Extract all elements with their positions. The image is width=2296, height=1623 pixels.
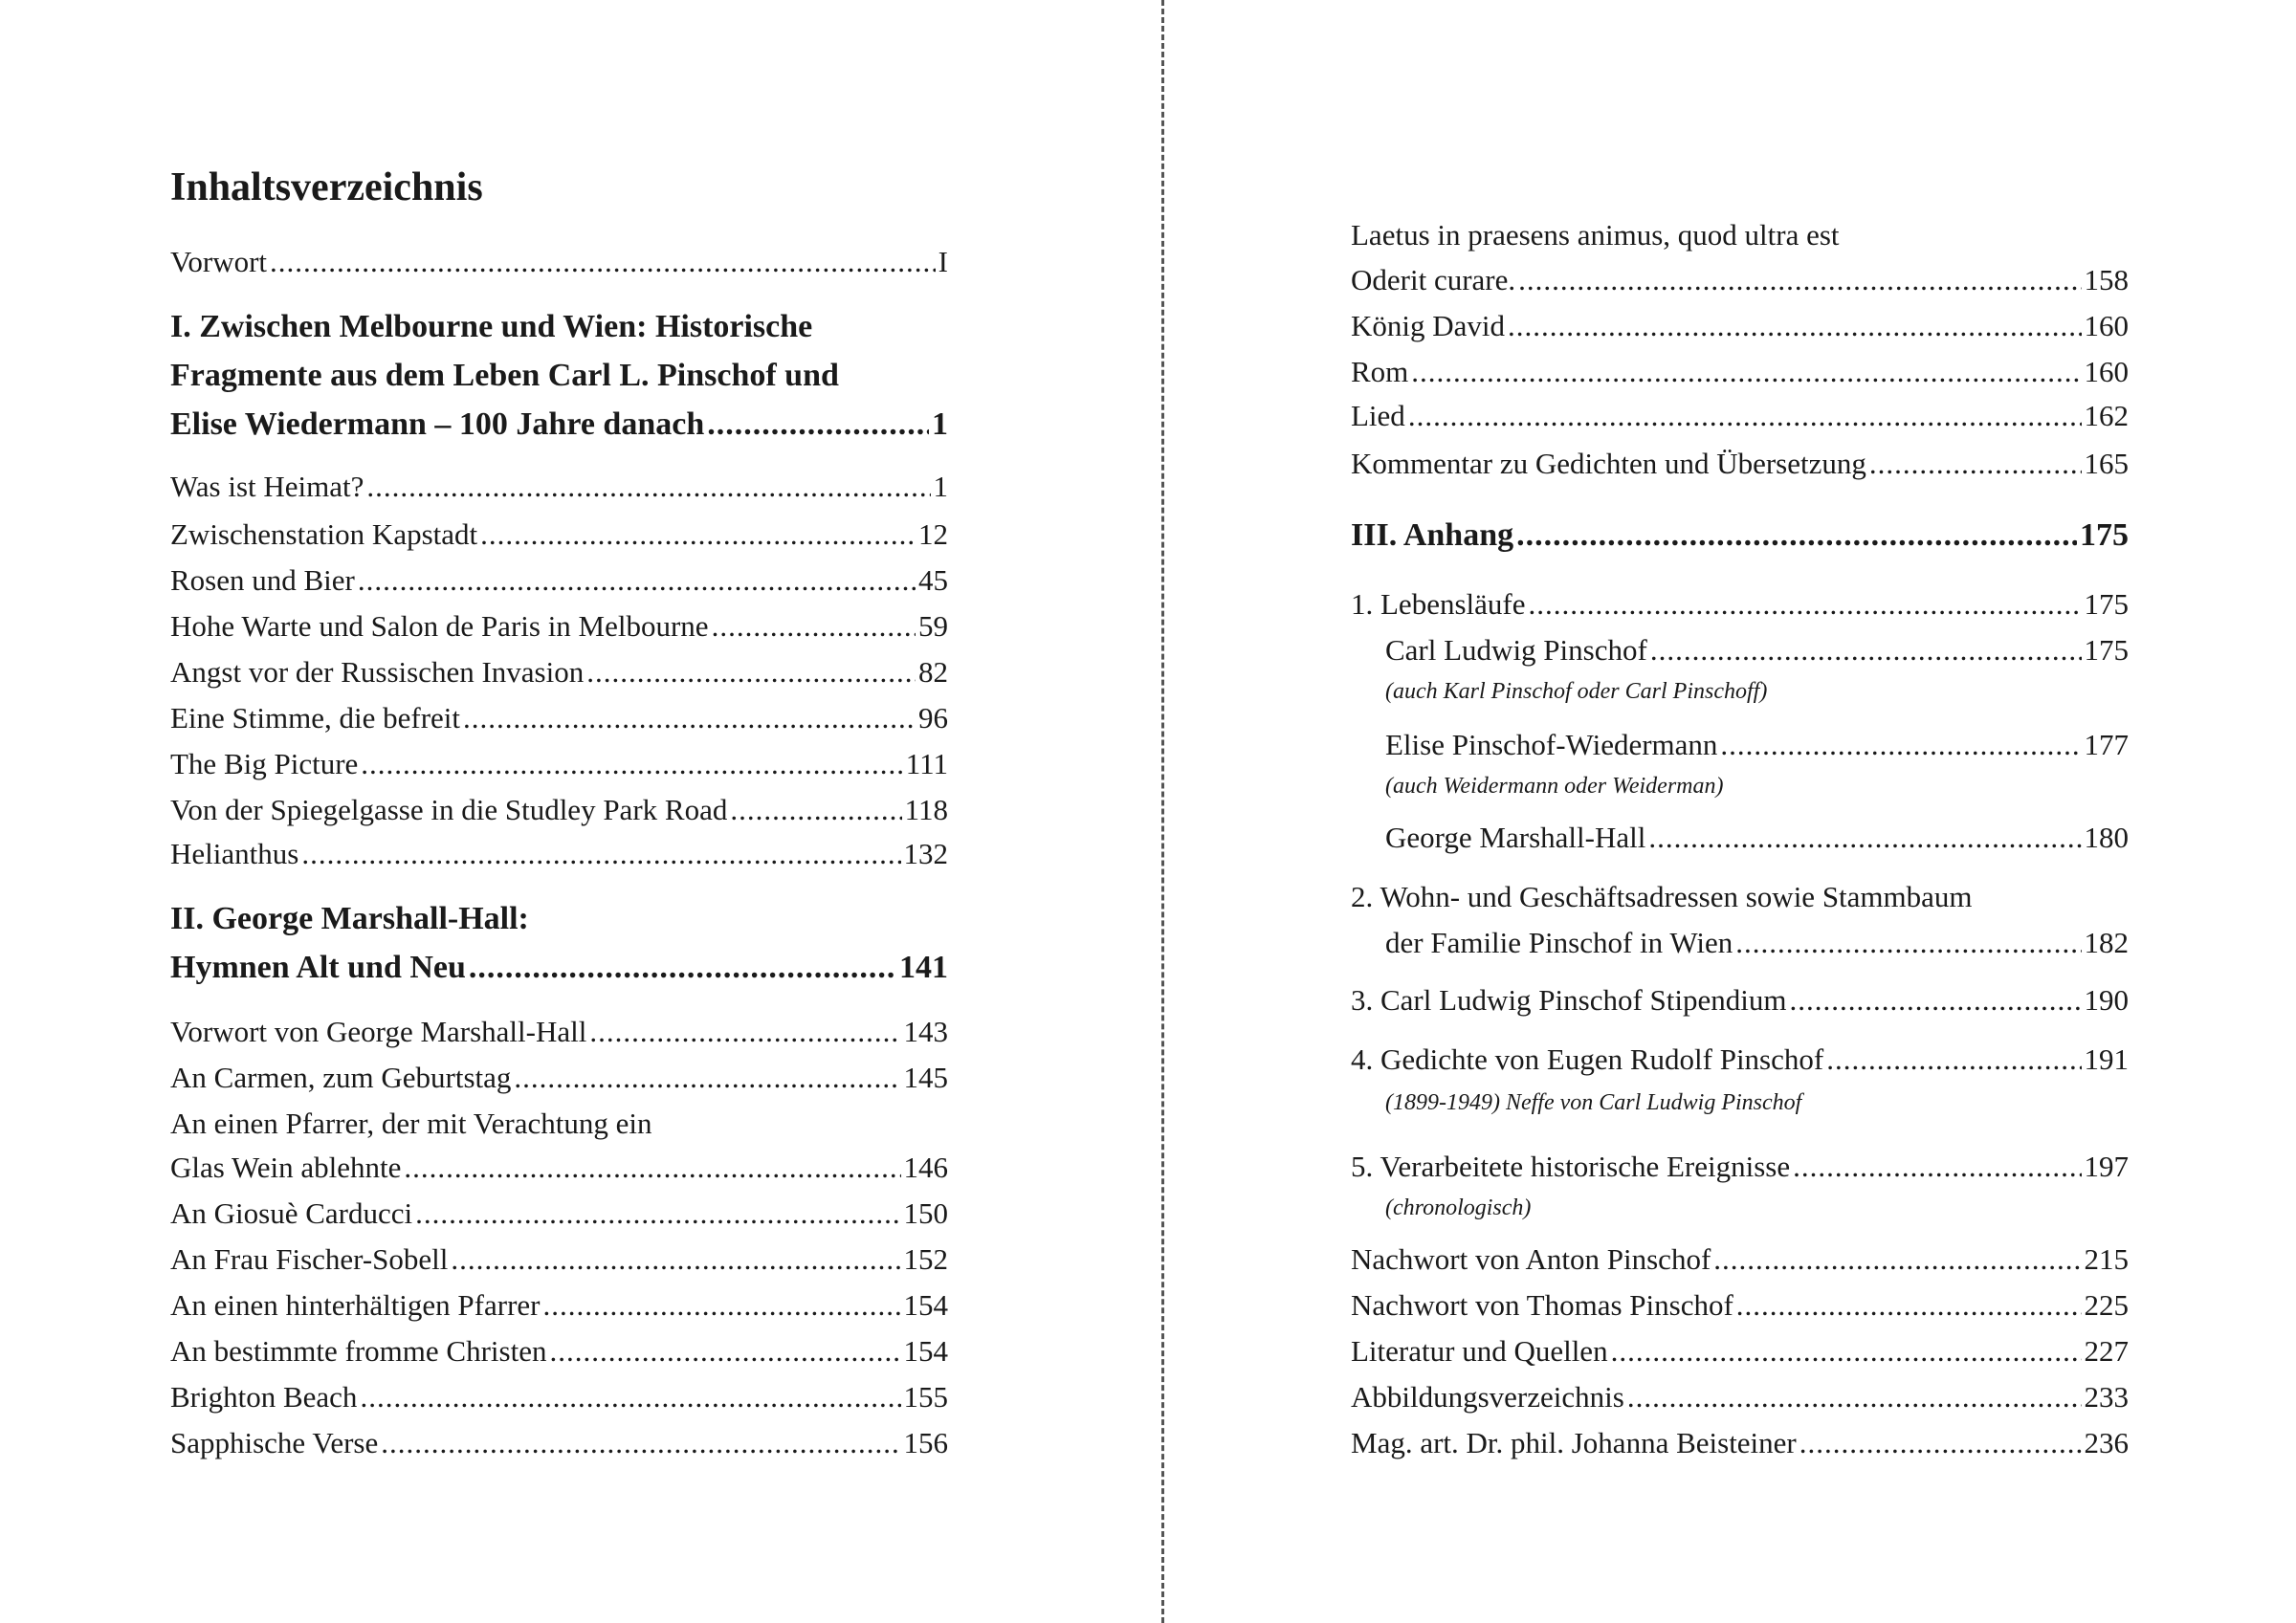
- toc-entry[interactable]: [1351, 394, 2129, 438]
- page-number: 165: [2084, 447, 2129, 480]
- page-number: 154: [903, 1334, 948, 1368]
- entry-title: Carl Ludwig Pinschof: [1385, 633, 1647, 667]
- entry-title: Sapphische Verse: [170, 1426, 379, 1459]
- entry-note: (1899-1949) Neffe von Carl Ludwig Pinschof: [1385, 1090, 1802, 1115]
- page-number: 150: [903, 1196, 948, 1230]
- part-heading[interactable]: [1351, 512, 2129, 559]
- entry-title: Literatur und Quellen: [1351, 1334, 1608, 1368]
- dot-leader: [730, 788, 901, 832]
- toc-entry[interactable]: [170, 1238, 948, 1282]
- dot-leader: [549, 1329, 900, 1373]
- dot-leader: [1411, 350, 2081, 394]
- entry-title: An bestimmte fromme Christen: [170, 1334, 547, 1368]
- page-number: 145: [903, 1061, 948, 1094]
- entry-title: Oderit curare.: [1351, 263, 1516, 296]
- entry-title: III. Anhang: [1351, 517, 1514, 553]
- page-title: Inhaltsverzeichnis: [170, 165, 483, 209]
- toc-entry[interactable]: [170, 513, 948, 557]
- entry-title: der Familie Pinschof in Wien: [1385, 926, 1733, 959]
- toc-entry[interactable]: [1351, 304, 2129, 348]
- page-number: 162: [2084, 399, 2129, 432]
- entry-title: An einen hinterhältigen Pfarrer: [170, 1288, 541, 1322]
- entry-title: Glas Wein ablehnte: [170, 1151, 402, 1184]
- page-number: 132: [903, 837, 948, 870]
- toc-entry[interactable]: [1351, 442, 2129, 486]
- dot-leader: [1528, 582, 2081, 626]
- dot-leader: [1627, 1375, 2082, 1419]
- dot-leader: [1516, 512, 2077, 559]
- page-number: 146: [903, 1151, 948, 1184]
- page-number: 152: [903, 1242, 948, 1276]
- dot-leader: [270, 240, 936, 284]
- page-number: 156: [903, 1426, 948, 1459]
- page-number: 59: [918, 609, 948, 643]
- dot-leader: [707, 401, 929, 449]
- toc-entry[interactable]: [170, 696, 948, 740]
- toc-entry[interactable]: [1351, 1145, 2129, 1189]
- entry-title: Was ist Heimat?: [170, 470, 364, 503]
- toc-entry[interactable]: [1351, 1329, 2129, 1373]
- dot-leader: [469, 944, 896, 992]
- dot-leader: [301, 832, 900, 876]
- entry-title: II. George Marshall-Hall:: [170, 901, 529, 936]
- dot-leader: [1408, 394, 2082, 438]
- page-number: 190: [2084, 983, 2129, 1017]
- page-number: 154: [903, 1288, 948, 1322]
- dot-leader: [514, 1056, 900, 1100]
- entry-title: Von der Spiegelgasse in die Studley Park Road: [170, 793, 728, 826]
- page-number: 191: [2084, 1042, 2129, 1076]
- toc-entry[interactable]: [1385, 723, 2129, 767]
- page-number: 160: [2084, 309, 2129, 342]
- toc-entry[interactable]: [170, 1102, 651, 1146]
- toc-entry[interactable]: [170, 1329, 948, 1373]
- toc-entry[interactable]: [170, 650, 948, 694]
- dot-leader: [589, 1010, 900, 1054]
- entry-title: Vorwort von George Marshall-Hall: [170, 1015, 587, 1048]
- page-number: 197: [2084, 1150, 2129, 1183]
- entry-title: Helianthus: [170, 837, 299, 870]
- toc-entry[interactable]: [1351, 875, 1973, 919]
- entry-title: Zwischenstation Kapstadt: [170, 517, 478, 551]
- dot-leader: [1799, 1421, 2082, 1465]
- toc-entry[interactable]: [170, 1283, 948, 1327]
- entry-title: An einen Pfarrer, der mit Verachtung ein: [170, 1107, 652, 1140]
- toc-entry[interactable]: [170, 1010, 948, 1054]
- page-number: 175: [2084, 633, 2129, 667]
- dot-leader: [1611, 1329, 2082, 1373]
- page-number: 143: [903, 1015, 948, 1048]
- part-heading[interactable]: [170, 944, 948, 992]
- toc-entry[interactable]: [170, 742, 948, 786]
- dot-leader: [1508, 304, 2081, 348]
- page-number: 225: [2084, 1288, 2129, 1322]
- entry-title: 1. Lebensläufe: [1351, 587, 1526, 621]
- toc-entry[interactable]: [170, 1146, 948, 1190]
- entry-title: König David: [1351, 309, 1506, 342]
- toc-entry[interactable]: [1351, 582, 2129, 626]
- dot-leader: [1869, 442, 2082, 486]
- page-number: 215: [2084, 1242, 2129, 1276]
- part-heading[interactable]: [170, 303, 812, 351]
- page-divider: [1161, 0, 1164, 1623]
- dot-leader: [712, 604, 916, 648]
- page-number: 180: [2084, 821, 2129, 854]
- entry-title: Elise Pinschof-Wiedermann: [1385, 728, 1718, 761]
- dot-leader: [1736, 1283, 2082, 1327]
- toc-entry[interactable]: [170, 788, 948, 832]
- toc-entry[interactable]: [170, 1421, 948, 1465]
- part-heading[interactable]: [170, 895, 529, 943]
- page-number: 45: [918, 563, 948, 597]
- page-number: 118: [904, 793, 948, 826]
- dot-leader: [415, 1192, 900, 1236]
- dot-leader: [1713, 1238, 2081, 1282]
- toc-entry[interactable]: [1351, 1283, 2129, 1327]
- toc-entry[interactable]: [1351, 1238, 2129, 1282]
- entry-title: Kommentar zu Gedichten und Übersetzung: [1351, 447, 1866, 480]
- entry-title: Mag. art. Dr. phil. Johanna Beisteiner: [1351, 1426, 1797, 1459]
- toc-entry[interactable]: [1351, 1038, 2129, 1082]
- page-number: 1: [933, 470, 948, 503]
- entry-title: 2. Wohn- und Geschäftsadressen sowie Stammbaum: [1351, 880, 1973, 913]
- toc-entry[interactable]: [1351, 350, 2129, 394]
- dot-leader: [1793, 1145, 2081, 1189]
- page-number: 175: [2084, 587, 2129, 621]
- toc-entry[interactable]: [1351, 213, 1840, 257]
- toc-entry[interactable]: [170, 604, 948, 648]
- entry-title: Vorwort: [170, 245, 268, 278]
- dot-leader: [543, 1283, 901, 1327]
- entry-title: The Big Picture: [170, 747, 359, 780]
- entry-title: Rom: [1351, 355, 1409, 388]
- entry-title: Nachwort von Thomas Pinschof: [1351, 1288, 1733, 1322]
- page-number: 236: [2084, 1426, 2129, 1459]
- page-number: 155: [903, 1380, 948, 1414]
- toc-entry[interactable]: [1385, 628, 2129, 672]
- entry-title: Abbildungsverzeichnis: [1351, 1380, 1624, 1414]
- entry-title: An Giosuè Carducci: [170, 1196, 413, 1230]
- entry-title: George Marshall-Hall: [1385, 821, 1646, 854]
- entry-title: Rosen und Bier: [170, 563, 355, 597]
- page-number: 158: [2084, 263, 2129, 296]
- entry-title: Brighton Beach: [170, 1380, 358, 1414]
- toc-entry[interactable]: [1351, 1375, 2129, 1419]
- page-number: 96: [918, 701, 948, 735]
- entry-title: An Carmen, zum Geburtstag: [170, 1061, 512, 1094]
- toc-entry[interactable]: [1385, 921, 2129, 965]
- entry-title: Hymnen Alt und Neu: [170, 950, 466, 985]
- page-number: I: [938, 245, 948, 278]
- entry-title: Nachwort von Anton Pinschof: [1351, 1242, 1711, 1276]
- page-number: 233: [2084, 1380, 2129, 1414]
- toc-entry-vorwort[interactable]: [170, 240, 948, 284]
- dot-leader: [361, 742, 903, 786]
- part-heading[interactable]: [170, 401, 948, 449]
- dot-leader: [358, 559, 916, 603]
- page-number: 227: [2084, 1334, 2129, 1368]
- page-number: 12: [918, 517, 948, 551]
- page-number: 182: [2084, 926, 2129, 959]
- page-number: 160: [2084, 355, 2129, 388]
- dot-leader: [1826, 1038, 2081, 1082]
- toc-entry[interactable]: [170, 1192, 948, 1236]
- toc-entry[interactable]: [1351, 978, 2129, 1022]
- page-number: 111: [905, 747, 948, 780]
- toc-entry[interactable]: [170, 559, 948, 603]
- entry-title: Laetus in praesens animus, quod ultra est: [1351, 218, 1840, 252]
- toc-entry[interactable]: [170, 832, 948, 876]
- entry-title: 5. Verarbeitete historische Ereignisse: [1351, 1150, 1791, 1183]
- toc-entry[interactable]: [170, 1056, 948, 1100]
- entry-title: An Frau Fischer-Sobell: [170, 1242, 449, 1276]
- dot-leader: [1650, 628, 2082, 672]
- entry-title: Eine Stimme, die befreit: [170, 701, 461, 735]
- entry-title: Elise Wiedermann – 100 Jahre danach: [170, 406, 705, 442]
- dot-leader: [586, 650, 916, 694]
- toc-entry[interactable]: [170, 465, 948, 509]
- entry-title: 4. Gedichte von Eugen Rudolf Pinschof: [1351, 1042, 1824, 1076]
- entry-title: Angst vor der Russischen Invasion: [170, 655, 585, 689]
- dot-leader: [404, 1146, 900, 1190]
- toc-entry[interactable]: [1351, 258, 2129, 302]
- dot-leader: [451, 1238, 900, 1282]
- dot-leader: [1648, 816, 2081, 860]
- toc-entry[interactable]: [1385, 816, 2129, 860]
- entry-title: 3. Carl Ludwig Pinschof Stipendium: [1351, 983, 1787, 1017]
- dot-leader: [381, 1421, 900, 1465]
- page-number: 82: [918, 655, 948, 689]
- page-number: 1: [932, 406, 948, 442]
- toc-entry[interactable]: [170, 1375, 948, 1419]
- dot-leader: [1735, 921, 2081, 965]
- page-number: 177: [2084, 728, 2129, 761]
- entry-note: (chronologisch): [1385, 1195, 1532, 1220]
- dot-leader: [366, 465, 930, 509]
- entry-title: I. Zwischen Melbourne und Wien: Historische: [170, 309, 813, 344]
- dot-leader: [360, 1375, 900, 1419]
- page-number: 141: [899, 950, 948, 985]
- dot-leader: [1518, 258, 2081, 302]
- entry-title: Fragmente aus dem Leben Carl L. Pinschof und: [170, 358, 839, 393]
- dot-leader: [463, 696, 916, 740]
- part-heading[interactable]: [170, 352, 839, 400]
- dot-leader: [1720, 723, 2081, 767]
- toc-entry[interactable]: [1351, 1421, 2129, 1465]
- entry-title: Lied: [1351, 399, 1405, 432]
- entry-note: (auch Weidermann oder Weiderman): [1385, 774, 1724, 799]
- page-number: 175: [2080, 517, 2129, 553]
- dot-leader: [480, 513, 916, 557]
- entry-title: Hohe Warte und Salon de Paris in Melbourne: [170, 609, 709, 643]
- entry-note: (auch Karl Pinschof oder Carl Pinschoff): [1385, 679, 1768, 704]
- dot-leader: [1790, 978, 2082, 1022]
